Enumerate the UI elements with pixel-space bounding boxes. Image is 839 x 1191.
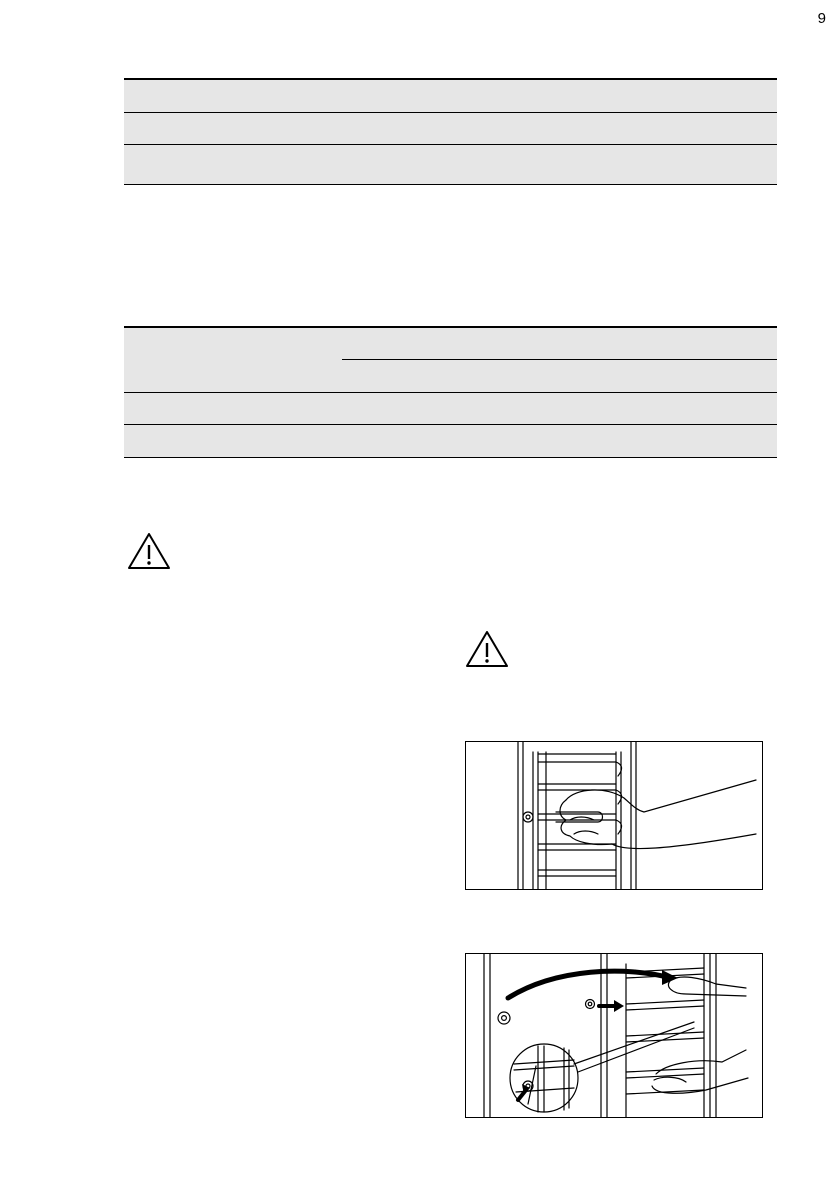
table-2	[124, 326, 777, 459]
warning-icon	[465, 630, 509, 668]
warning-icon	[127, 532, 171, 570]
table-row	[124, 113, 777, 144]
table-subheader-rule	[342, 359, 777, 360]
table-1	[124, 78, 777, 186]
table-row	[124, 145, 777, 184]
table-row	[124, 393, 777, 424]
table-header-row	[124, 328, 777, 392]
table-row	[124, 80, 777, 112]
table-bottom-rule	[124, 457, 777, 458]
page-number: 9	[817, 10, 826, 27]
shelf-support-removal-figure-2	[465, 953, 763, 1118]
table-bottom-rule	[124, 184, 777, 185]
shelf-support-removal-figure-1	[465, 741, 763, 890]
table-row	[124, 425, 777, 457]
